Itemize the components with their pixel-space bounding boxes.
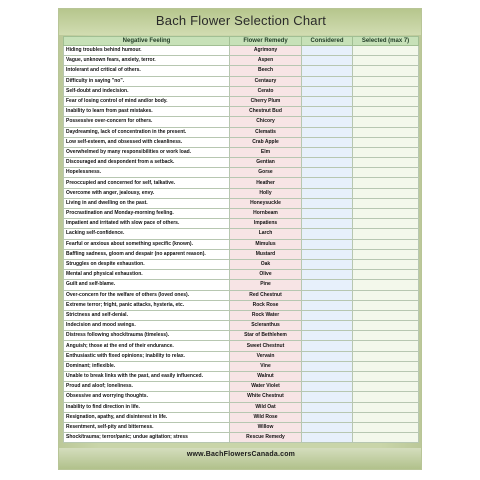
selected-checkbox-cell[interactable] <box>353 351 419 361</box>
table-row <box>64 310 419 320</box>
table-row <box>64 372 419 382</box>
flower-remedy-cell: Honeysuckle <box>230 198 302 208</box>
bach-flower-chart <box>58 8 422 470</box>
table-row <box>64 66 419 76</box>
negative-feeling-cell: Guilt and self-blame. <box>64 280 230 290</box>
selected-checkbox-cell[interactable] <box>353 56 419 66</box>
table-row <box>64 259 419 269</box>
considered-checkbox-cell[interactable] <box>302 86 353 96</box>
flower-remedy-cell: Scleranthus <box>230 321 302 331</box>
negative-feeling-cell: Fear of losing control of mind and/or body. <box>64 96 230 106</box>
table-row <box>64 76 419 86</box>
considered-checkbox-cell[interactable] <box>302 198 353 208</box>
flower-remedy-cell: Olive <box>230 270 302 280</box>
selected-checkbox-cell[interactable] <box>353 382 419 392</box>
flower-remedy-cell: Oak <box>230 259 302 269</box>
negative-feeling-cell: Unable to break links with the past, and easily influenced. <box>64 372 230 382</box>
table-row <box>64 158 419 168</box>
negative-feeling-cell: Proud and aloof; loneliness. <box>64 382 230 392</box>
negative-feeling-cell: Anguish; those at the end of their endurance. <box>64 341 230 351</box>
selected-checkbox-cell[interactable] <box>353 66 419 76</box>
flower-remedy-cell: Rescue Remedy <box>230 433 302 443</box>
flower-remedy-cell: Crab Apple <box>230 137 302 147</box>
table-row <box>64 412 419 422</box>
considered-checkbox-cell[interactable] <box>302 361 353 371</box>
selected-checkbox-cell[interactable] <box>353 219 419 229</box>
considered-checkbox-cell[interactable] <box>302 331 353 341</box>
table-row <box>64 56 419 66</box>
considered-checkbox-cell[interactable] <box>302 66 353 76</box>
table-row <box>64 402 419 412</box>
selected-checkbox-cell[interactable] <box>353 341 419 351</box>
considered-checkbox-cell[interactable] <box>302 422 353 432</box>
header-considered: Considered <box>302 37 353 46</box>
flower-remedy-cell: Sweet Chestnut <box>230 341 302 351</box>
selected-checkbox-cell[interactable] <box>353 300 419 310</box>
selected-checkbox-cell[interactable] <box>353 137 419 147</box>
table-row <box>64 219 419 229</box>
considered-checkbox-cell[interactable] <box>302 219 353 229</box>
selected-checkbox-cell[interactable] <box>353 433 419 443</box>
considered-checkbox-cell[interactable] <box>302 147 353 157</box>
considered-checkbox-cell[interactable] <box>302 178 353 188</box>
selected-checkbox-cell[interactable] <box>353 127 419 137</box>
table-row <box>64 96 419 106</box>
flower-remedy-cell: Holly <box>230 188 302 198</box>
selected-checkbox-cell[interactable] <box>353 209 419 219</box>
table-row <box>64 249 419 259</box>
header-selected: Selected (max 7) <box>353 37 419 46</box>
selected-checkbox-cell[interactable] <box>353 168 419 178</box>
flower-remedy-cell: Pine <box>230 280 302 290</box>
negative-feeling-cell: Self-doubt and indecision. <box>64 86 230 96</box>
flower-remedy-cell: Cherry Plum <box>230 96 302 106</box>
table-row <box>64 270 419 280</box>
table-row <box>64 147 419 157</box>
considered-checkbox-cell[interactable] <box>302 310 353 320</box>
negative-feeling-cell: Over-concern for the welfare of others (loved ones). <box>64 290 230 300</box>
flower-remedy-cell: Elm <box>230 147 302 157</box>
negative-feeling-cell: Extreme terror; fright, panic attacks, hysteria, etc. <box>64 300 230 310</box>
selected-checkbox-cell[interactable] <box>353 392 419 402</box>
flower-remedy-cell: Mimulus <box>230 239 302 249</box>
flower-remedy-cell: Chicory <box>230 117 302 127</box>
considered-checkbox-cell[interactable] <box>302 290 353 300</box>
considered-checkbox-cell[interactable] <box>302 56 353 66</box>
flower-remedy-cell: Water Violet <box>230 382 302 392</box>
selected-checkbox-cell[interactable] <box>353 249 419 259</box>
negative-feeling-cell: Strictness and self-denial. <box>64 310 230 320</box>
negative-feeling-cell: Discouraged and despondent from a setback. <box>64 158 230 168</box>
considered-checkbox-cell[interactable] <box>302 433 353 443</box>
negative-feeling-cell: Possessive over-concern for others. <box>64 117 230 127</box>
table-header-row <box>64 37 419 46</box>
considered-checkbox-cell[interactable] <box>302 392 353 402</box>
flower-remedy-cell: Gorse <box>230 168 302 178</box>
title-banner <box>59 9 422 35</box>
negative-feeling-cell: Enthusiastic with fixed opinions; inability to relax. <box>64 351 230 361</box>
negative-feeling-cell: Vague, unknown fears, anxiety, terror. <box>64 56 230 66</box>
negative-feeling-cell: Low self-esteem, and obsessed with cleanliness. <box>64 137 230 147</box>
considered-checkbox-cell[interactable] <box>302 158 353 168</box>
considered-checkbox-cell[interactable] <box>302 107 353 117</box>
flower-remedy-cell: Vervain <box>230 351 302 361</box>
selected-checkbox-cell[interactable] <box>353 270 419 280</box>
header-flower-remedy: Flower Remedy <box>230 37 302 46</box>
selected-checkbox-cell[interactable] <box>353 76 419 86</box>
selected-checkbox-cell[interactable] <box>353 117 419 127</box>
selected-checkbox-cell[interactable] <box>353 402 419 412</box>
table-row <box>64 107 419 117</box>
flower-remedy-cell: Larch <box>230 229 302 239</box>
considered-checkbox-cell[interactable] <box>302 321 353 331</box>
table-row <box>64 351 419 361</box>
table-row <box>64 280 419 290</box>
website-url: www.BachFlowersCanada.com <box>186 451 296 458</box>
table-row <box>64 117 419 127</box>
considered-checkbox-cell[interactable] <box>302 412 353 422</box>
negative-feeling-cell: Inability to find direction in life. <box>64 402 230 412</box>
table-row <box>64 229 419 239</box>
flower-remedy-cell: Rock Rose <box>230 300 302 310</box>
selected-checkbox-cell[interactable] <box>353 46 419 56</box>
negative-feeling-cell: Overcome with anger, jealousy, envy. <box>64 188 230 198</box>
table-row <box>64 321 419 331</box>
considered-checkbox-cell[interactable] <box>302 127 353 137</box>
considered-checkbox-cell[interactable] <box>302 76 353 86</box>
selected-checkbox-cell[interactable] <box>353 422 419 432</box>
selected-checkbox-cell[interactable] <box>353 96 419 106</box>
flower-remedy-cell: Red Chestnut <box>230 290 302 300</box>
negative-feeling-cell: Mental and physical exhaustion. <box>64 270 230 280</box>
selected-checkbox-cell[interactable] <box>353 280 419 290</box>
selected-checkbox-cell[interactable] <box>353 372 419 382</box>
considered-checkbox-cell[interactable] <box>302 137 353 147</box>
negative-feeling-cell: Resignation, apathy, and disinterest in life. <box>64 412 230 422</box>
table-row <box>64 239 419 249</box>
negative-feeling-cell: Struggles on despite exhaustion. <box>64 259 230 269</box>
considered-checkbox-cell[interactable] <box>302 209 353 219</box>
selected-checkbox-cell[interactable] <box>353 310 419 320</box>
considered-checkbox-cell[interactable] <box>302 259 353 269</box>
table-row <box>64 341 419 351</box>
table-row <box>64 86 419 96</box>
negative-feeling-cell: Intolerant and critical of others. <box>64 66 230 76</box>
selected-checkbox-cell[interactable] <box>353 229 419 239</box>
table-row <box>64 300 419 310</box>
considered-checkbox-cell[interactable] <box>302 117 353 127</box>
flower-remedy-cell: Wild Rose <box>230 412 302 422</box>
flower-remedy-cell: Clematis <box>230 127 302 137</box>
table-row <box>64 382 419 392</box>
considered-checkbox-cell[interactable] <box>302 382 353 392</box>
flower-remedy-cell: Cerato <box>230 86 302 96</box>
selected-checkbox-cell[interactable] <box>353 290 419 300</box>
flower-remedy-cell: Star of Bethlehem <box>230 331 302 341</box>
negative-feeling-cell: Difficulty in saying "no". <box>64 76 230 86</box>
negative-feeling-cell: Daydreaming, lack of concentration in the present. <box>64 127 230 137</box>
table-body <box>64 46 419 443</box>
selected-checkbox-cell[interactable] <box>353 86 419 96</box>
header-negative-feeling: Negative Feeling <box>64 37 230 46</box>
flower-remedy-cell: Gentian <box>230 158 302 168</box>
flower-remedy-cell: Mustard <box>230 249 302 259</box>
negative-feeling-cell: Inability to learn from past mistakes. <box>64 107 230 117</box>
negative-feeling-cell: Dominant; inflexible. <box>64 361 230 371</box>
flower-remedy-cell: Impatiens <box>230 219 302 229</box>
considered-checkbox-cell[interactable] <box>302 96 353 106</box>
negative-feeling-cell: Hopelessness. <box>64 168 230 178</box>
negative-feeling-cell: Obsessive and worrying thoughts. <box>64 392 230 402</box>
table-row <box>64 209 419 219</box>
footer-banner <box>59 448 422 469</box>
selected-checkbox-cell[interactable] <box>353 188 419 198</box>
selected-checkbox-cell[interactable] <box>353 239 419 249</box>
selected-checkbox-cell[interactable] <box>353 147 419 157</box>
table-row <box>64 168 419 178</box>
flower-remedy-cell: Willow <box>230 422 302 432</box>
considered-checkbox-cell[interactable] <box>302 341 353 351</box>
table-row <box>64 137 419 147</box>
flower-remedy-cell: Hornbeam <box>230 209 302 219</box>
considered-checkbox-cell[interactable] <box>302 168 353 178</box>
negative-feeling-cell: Preoccupied and concerned for self, talkative. <box>64 178 230 188</box>
selected-checkbox-cell[interactable] <box>353 198 419 208</box>
table-row <box>64 331 419 341</box>
selected-checkbox-cell[interactable] <box>353 412 419 422</box>
table-row <box>64 46 419 56</box>
table-row <box>64 198 419 208</box>
table-row <box>64 188 419 198</box>
considered-checkbox-cell[interactable] <box>302 280 353 290</box>
table-row <box>64 392 419 402</box>
negative-feeling-cell: Impatient and irritated with slow pace of others. <box>64 219 230 229</box>
flower-remedy-cell: Walnut <box>230 372 302 382</box>
considered-checkbox-cell[interactable] <box>302 188 353 198</box>
negative-feeling-cell: Living in and dwelling on the past. <box>64 198 230 208</box>
negative-feeling-cell: Fearful or anxious about something specific (known). <box>64 239 230 249</box>
considered-checkbox-cell[interactable] <box>302 239 353 249</box>
flower-remedy-cell: Vine <box>230 361 302 371</box>
selected-checkbox-cell[interactable] <box>353 259 419 269</box>
negative-feeling-cell: Shock/trauma; terror/panic; undue agitation; stress <box>64 433 230 443</box>
flower-remedy-cell: Agrimony <box>230 46 302 56</box>
negative-feeling-cell: Distress following shock/trauma (timeless). <box>64 331 230 341</box>
selected-checkbox-cell[interactable] <box>353 321 419 331</box>
considered-checkbox-cell[interactable] <box>302 402 353 412</box>
negative-feeling-cell: Procrastination and Monday-morning feeling. <box>64 209 230 219</box>
flower-remedy-cell: Rock Water <box>230 310 302 320</box>
flower-remedy-cell: White Chestnut <box>230 392 302 402</box>
flower-remedy-cell: Beech <box>230 66 302 76</box>
table-row <box>64 361 419 371</box>
table-row <box>64 433 419 443</box>
selected-checkbox-cell[interactable] <box>353 158 419 168</box>
flower-remedy-cell: Heather <box>230 178 302 188</box>
considered-checkbox-cell[interactable] <box>302 229 353 239</box>
table-row <box>64 422 419 432</box>
negative-feeling-cell: Resentment, self-pity and bitterness. <box>64 422 230 432</box>
negative-feeling-cell: Lacking self-confidence. <box>64 229 230 239</box>
considered-checkbox-cell[interactable] <box>302 270 353 280</box>
selected-checkbox-cell[interactable] <box>353 107 419 117</box>
considered-checkbox-cell[interactable] <box>302 300 353 310</box>
considered-checkbox-cell[interactable] <box>302 249 353 259</box>
selection-table <box>63 36 419 443</box>
chart-title: Bach Flower Selection Chart <box>155 13 327 28</box>
selected-checkbox-cell[interactable] <box>353 178 419 188</box>
selected-checkbox-cell[interactable] <box>353 361 419 371</box>
flower-remedy-cell: Centaury <box>230 76 302 86</box>
considered-checkbox-cell[interactable] <box>302 46 353 56</box>
considered-checkbox-cell[interactable] <box>302 372 353 382</box>
table-row <box>64 127 419 137</box>
considered-checkbox-cell[interactable] <box>302 351 353 361</box>
negative-feeling-cell: Hiding troubles behind humour. <box>64 46 230 56</box>
negative-feeling-cell: Baffling sadness, gloom and despair (no apparent reason). <box>64 249 230 259</box>
negative-feeling-cell: Overwhelmed by many responsibilities or work load. <box>64 147 230 157</box>
table-row <box>64 178 419 188</box>
selected-checkbox-cell[interactable] <box>353 331 419 341</box>
table-row <box>64 290 419 300</box>
negative-feeling-cell: Indecision and mood swings. <box>64 321 230 331</box>
flower-remedy-cell: Wild Oat <box>230 402 302 412</box>
flower-remedy-cell: Aspen <box>230 56 302 66</box>
flower-remedy-cell: Chestnut Bud <box>230 107 302 117</box>
